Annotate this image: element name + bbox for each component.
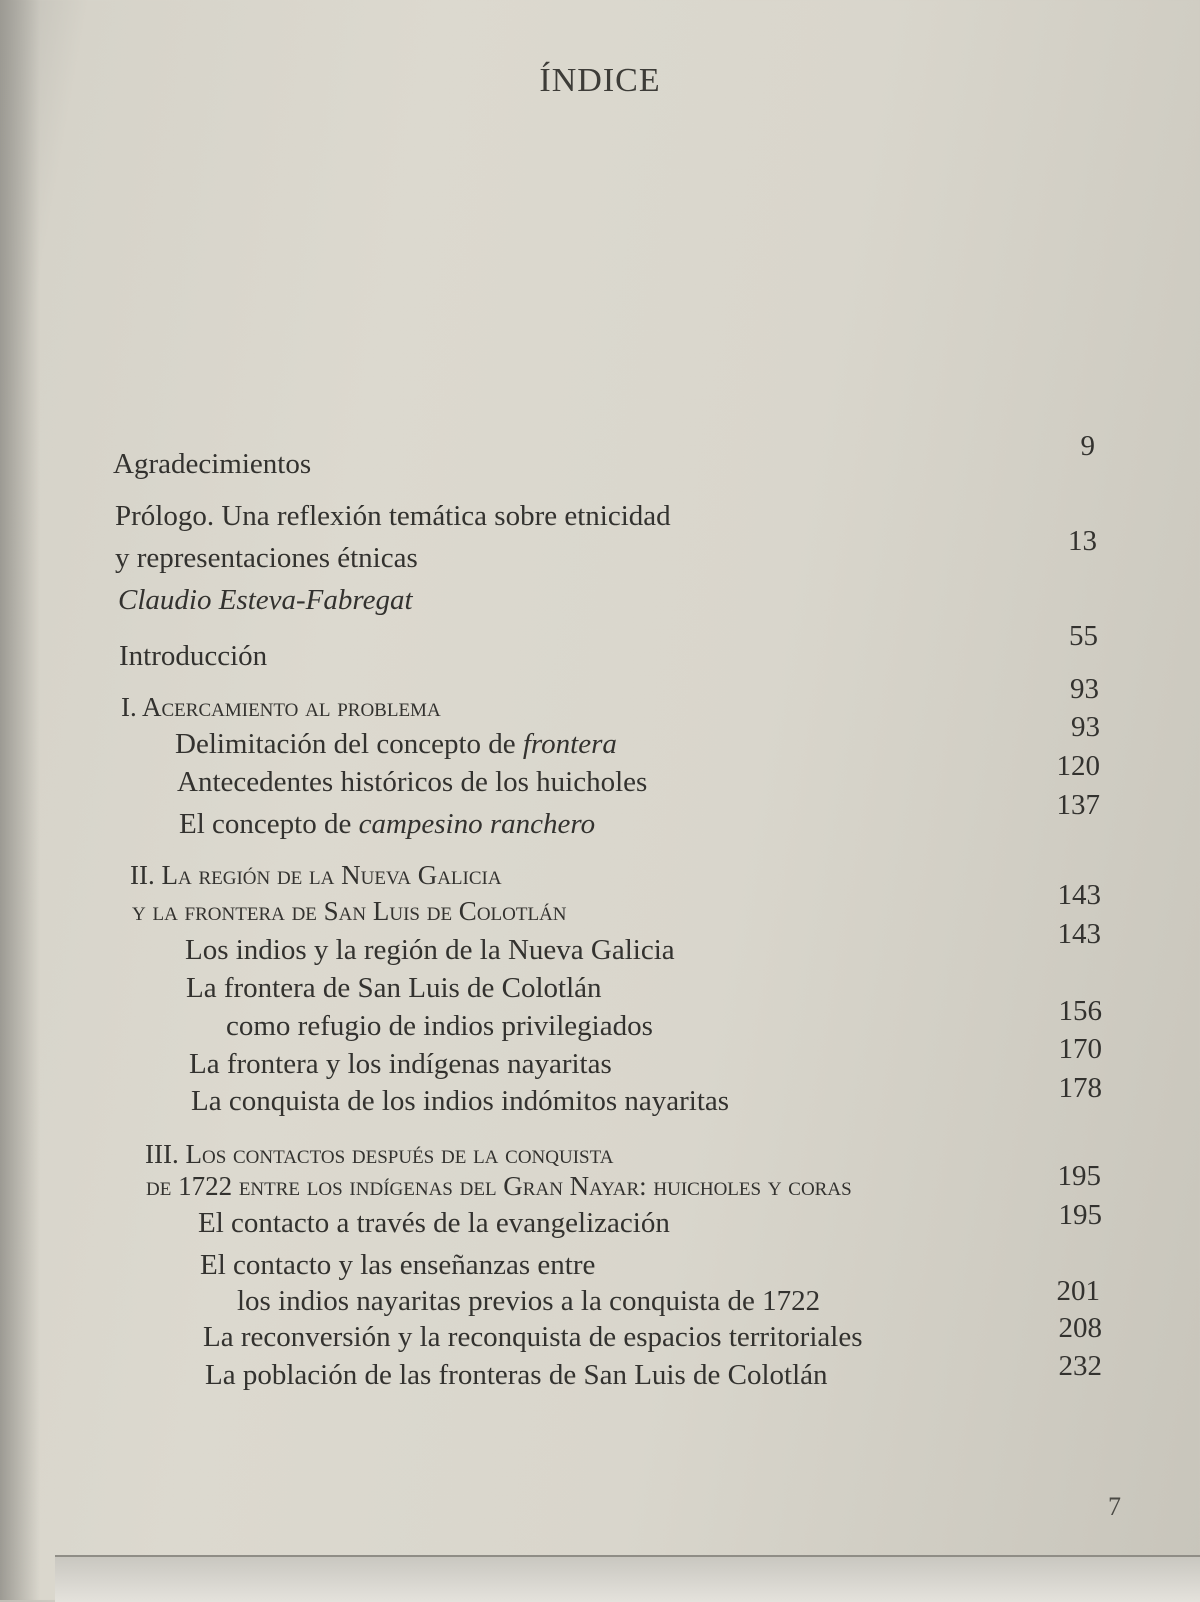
toc-section-3-4: La población de las fronteras de San Luis de Colotlán bbox=[205, 1359, 828, 1391]
toc-entry-prologo-line1: Prólogo. Una reflexión temática sobre etnicidad bbox=[115, 500, 671, 532]
toc-page-section-2-1: 143 bbox=[1057, 918, 1101, 950]
page-number: 7 bbox=[1108, 1492, 1121, 1521]
toc-section-1-1 bbox=[175, 728, 617, 761]
toc-section-2-4: La conquista de los indios indómitos nayaritas bbox=[191, 1085, 730, 1117]
toc-entry-prologo-line2: y representaciones étnicas bbox=[115, 542, 418, 574]
toc-page-section-1-1: 93 bbox=[1071, 711, 1100, 743]
toc-section-1-3-italic: campesino ranchero bbox=[358, 808, 596, 840]
toc-page-section-2-2: 156 bbox=[1058, 995, 1102, 1027]
toc-page-section-2-4: 178 bbox=[1058, 1072, 1102, 1104]
toc-section-2-2-line2: como refugio de indios privilegiados bbox=[226, 1010, 653, 1042]
page-title: ÍNDICE bbox=[539, 62, 661, 99]
toc-chapter-2-line1: II. La región de la Nueva Galicia bbox=[130, 860, 502, 890]
toc-chapter-2-line2: y la frontera de San Luis de Colotlán bbox=[132, 896, 567, 926]
toc-chapter-3-line1: III. Los contactos después de la conquista bbox=[145, 1139, 614, 1169]
toc-page-agradecimientos: 9 bbox=[1080, 430, 1095, 462]
toc-chapter-3-line2: de 1722 entre los indígenas del Gran Nayar: huicholes y coras bbox=[146, 1171, 852, 1201]
toc-section-1-1-italic: frontera bbox=[522, 728, 617, 760]
toc-page-chapter-1: 93 bbox=[1070, 673, 1099, 705]
toc-section-1-3-text: El concepto de bbox=[179, 808, 359, 840]
toc-section-3-3: La reconversión y la reconquista de espacios territoriales bbox=[203, 1321, 863, 1353]
toc-page-section-3-3: 208 bbox=[1058, 1312, 1102, 1344]
toc-page-chapter-3: 195 bbox=[1057, 1160, 1101, 1192]
toc-page-introduccion: 55 bbox=[1069, 620, 1098, 652]
toc-entry-prologo-author: Claudio Esteva-Fabregat bbox=[118, 584, 413, 616]
toc-page-section-3-4: 232 bbox=[1058, 1350, 1102, 1382]
toc-section-1-2: Antecedentes históricos de los huicholes bbox=[177, 766, 648, 798]
toc-section-2-3: La frontera y los indígenas nayaritas bbox=[189, 1048, 612, 1080]
toc-section-3-1: El contacto a través de la evangelización bbox=[198, 1207, 670, 1239]
toc-page-section-1-2: 120 bbox=[1056, 750, 1100, 782]
toc-section-2-2-line1: La frontera de San Luis de Colotlán bbox=[186, 972, 602, 1004]
toc-page-section-2-3: 170 bbox=[1058, 1033, 1102, 1065]
toc-page-prologo: 13 bbox=[1068, 525, 1097, 557]
toc-section-3-2-line2: los indios nayaritas previos a la conquista de 1722 bbox=[237, 1285, 821, 1317]
toc-entry-agradecimientos: Agradecimientos bbox=[113, 448, 312, 480]
toc-page-chapter-2: 143 bbox=[1057, 879, 1101, 911]
toc-section-3-2-line1: El contacto y las enseñanzas entre bbox=[200, 1249, 596, 1281]
toc-section-2-1: Los indios y la región de la Nueva Galicia bbox=[185, 934, 675, 966]
toc-section-1-3 bbox=[179, 808, 595, 841]
underlying-page-edge bbox=[55, 1555, 1200, 1602]
toc-section-1-1-text: Delimitación del concepto de bbox=[175, 728, 523, 760]
toc-chapter-1-title: I. Acercamiento al problema bbox=[121, 692, 441, 722]
toc-entry-introduccion: Introducción bbox=[119, 640, 268, 672]
toc-page-section-3-2: 201 bbox=[1056, 1275, 1100, 1307]
toc-page-section-3-1: 195 bbox=[1058, 1199, 1102, 1231]
page-edge-shadow bbox=[0, 0, 40, 1600]
toc-page-section-1-3: 137 bbox=[1056, 789, 1100, 821]
